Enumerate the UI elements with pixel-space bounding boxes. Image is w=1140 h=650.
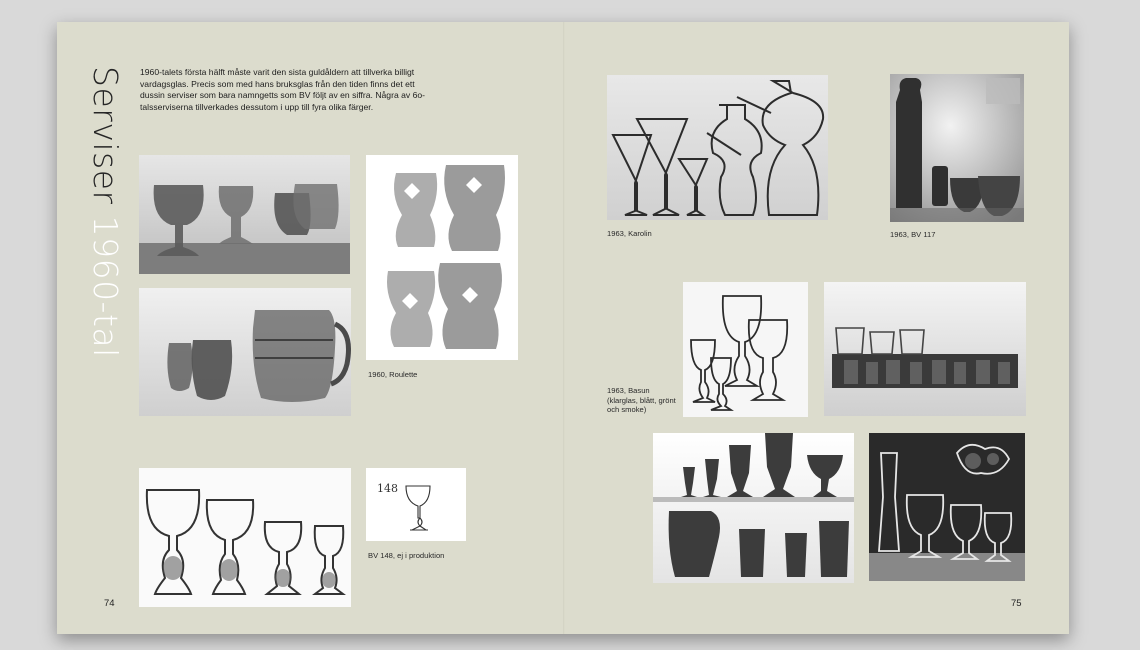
- photo-smoke-goblets: [139, 155, 350, 274]
- sketch-number-label: 148: [377, 482, 398, 495]
- caption-basun: [607, 386, 676, 415]
- photo-basun-goblets: [683, 282, 808, 417]
- caption-bv117: 1963, BV 117: [890, 230, 936, 239]
- caption-karolin: 1963, Karolin: [607, 229, 652, 238]
- intro-paragraph: 1960-talets första hälft måste varit den sista guldåldern att tillverka billigt vardagsglas. Precis som med hans bruksglas från den tiden finns det ett dussin serviser som bara namngetts som BV följt av en siffra. Några av 6o-talsserviserna tillverkades dessutom i upp till fyra olika färger.: [140, 67, 425, 112]
- page-gutter: [563, 22, 565, 634]
- caption-basun-line3: och smoke): [607, 405, 647, 415]
- photo-roulette-sketches: [366, 155, 518, 360]
- photo-karolin: [607, 75, 828, 220]
- photo-glass-shelf: [824, 282, 1026, 416]
- title-serviser: Serviser: [86, 66, 125, 205]
- photo-tumblers-pitcher: [139, 288, 351, 416]
- photo-clear-goblets: [139, 468, 351, 607]
- caption-roulette: 1960, Roulette: [368, 370, 418, 379]
- photo-bv148-sketch: [366, 468, 466, 541]
- page-number-right: 75: [1011, 598, 1022, 609]
- photo-clear-crystal: [869, 433, 1025, 581]
- photo-smoke-set-shelves: [653, 433, 854, 583]
- page-number-left: 74: [104, 598, 115, 609]
- caption-basun-line2: (klarglas, blått, grönt: [607, 395, 676, 405]
- vertical-section-title: [85, 66, 125, 386]
- photo-bv117: [890, 74, 1024, 222]
- book-spread: [57, 22, 1069, 634]
- caption-bv148: BV 148, ej i produktion: [368, 551, 445, 560]
- title-decade: 1960-tal: [86, 215, 125, 358]
- caption-basun-line1: 1963, Basun: [607, 386, 650, 395]
